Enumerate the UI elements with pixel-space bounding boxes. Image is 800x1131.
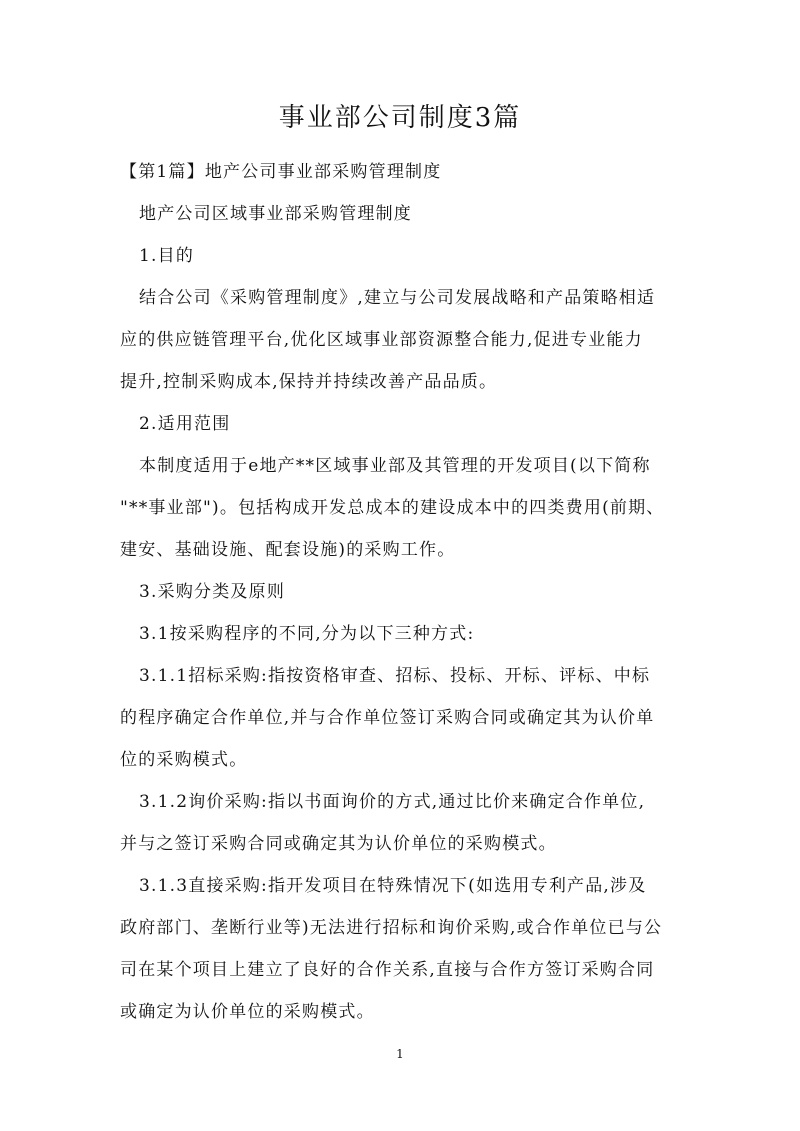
text-line: 司在某个项目上建立了良好的合作关系,直接与合作方签订采购合同 (120, 960, 655, 980)
section-heading (120, 151, 690, 193)
text-line: 3.1按采购程序的不同,分为以下三种方式: (139, 624, 475, 644)
text-line: 并与之签订采购合同或确定其为认价单位的采购模式。 (120, 834, 557, 854)
text-line: 建安、基础设施、配套设施)的采购工作。 (120, 540, 456, 560)
text-line: 地产公司区域事业部采购管理制度 (139, 204, 412, 224)
text-line: "**事业部")。包括构成开发总成本的建设成本中的四类费用(前期、 (120, 498, 665, 518)
page-number: 1 (396, 1047, 404, 1061)
text-line-wrap (120, 823, 690, 865)
text-line-wrap (139, 865, 709, 907)
text-line: 2.适用范围 (139, 414, 231, 434)
text-line: 提升,控制采购成本,保持并持续改善产品品质。 (120, 372, 498, 392)
text-line: 1.目的 (139, 246, 195, 266)
text-line: 本制度适用于e地产**区域事业部及其管理的开发项目(以下简称 (139, 456, 651, 476)
text-line-wrap (120, 949, 690, 991)
text-line-wrap (120, 529, 690, 571)
text-line-wrap (120, 991, 690, 1033)
text-line: 政府部门、垄断行业等)无法进行招标和询价采购,或合作单位已与公 (120, 918, 663, 938)
text-line: 结合公司《采购管理制度》,建立与公司发展战略和产品策略相适 (139, 288, 656, 308)
text-line-wrap (139, 781, 709, 823)
text-line-wrap (139, 277, 709, 319)
text-line: 位的采购模式。 (120, 750, 248, 770)
text-line-wrap (120, 361, 690, 403)
text-line: 或确定为认价单位的采购模式。 (120, 1002, 375, 1022)
heading-scope (139, 403, 709, 445)
text-line-wrap (120, 697, 690, 739)
text-line: 3.1.1招标采购:指按资格审查、招标、投标、开标、评标、中标 (139, 666, 651, 686)
text-line-wrap (139, 445, 709, 487)
heading-purpose (139, 235, 709, 277)
text-line: 应的供应链管理平台,优化区域事业部资源整合能力,促进专业能力 (120, 330, 643, 350)
paragraph-methods (139, 613, 709, 655)
text-line-wrap (120, 319, 690, 361)
text-line: 【第1篇】地产公司事业部采购管理制度 (120, 162, 442, 182)
text-line-wrap (139, 655, 709, 697)
text-line: 的程序确定合作单位,并与合作单位签订采购合同或确定其为认价单 (120, 708, 655, 728)
subtitle-paragraph (139, 193, 709, 235)
document-title: 事业部公司制度3篇 (278, 103, 522, 133)
text-line: 3.1.3直接采购:指开发项目在特殊情况下(如选用专利产品,涉及 (139, 876, 647, 896)
text-line: 3.采购分类及原则 (139, 582, 286, 602)
text-line-wrap (120, 487, 690, 529)
text-line-wrap (120, 739, 690, 781)
heading-classification (139, 571, 709, 613)
text-line: 3.1.2询价采购:指以书面询价的方式,通过比价来确定合作单位, (139, 792, 646, 812)
text-line-wrap (120, 907, 690, 949)
